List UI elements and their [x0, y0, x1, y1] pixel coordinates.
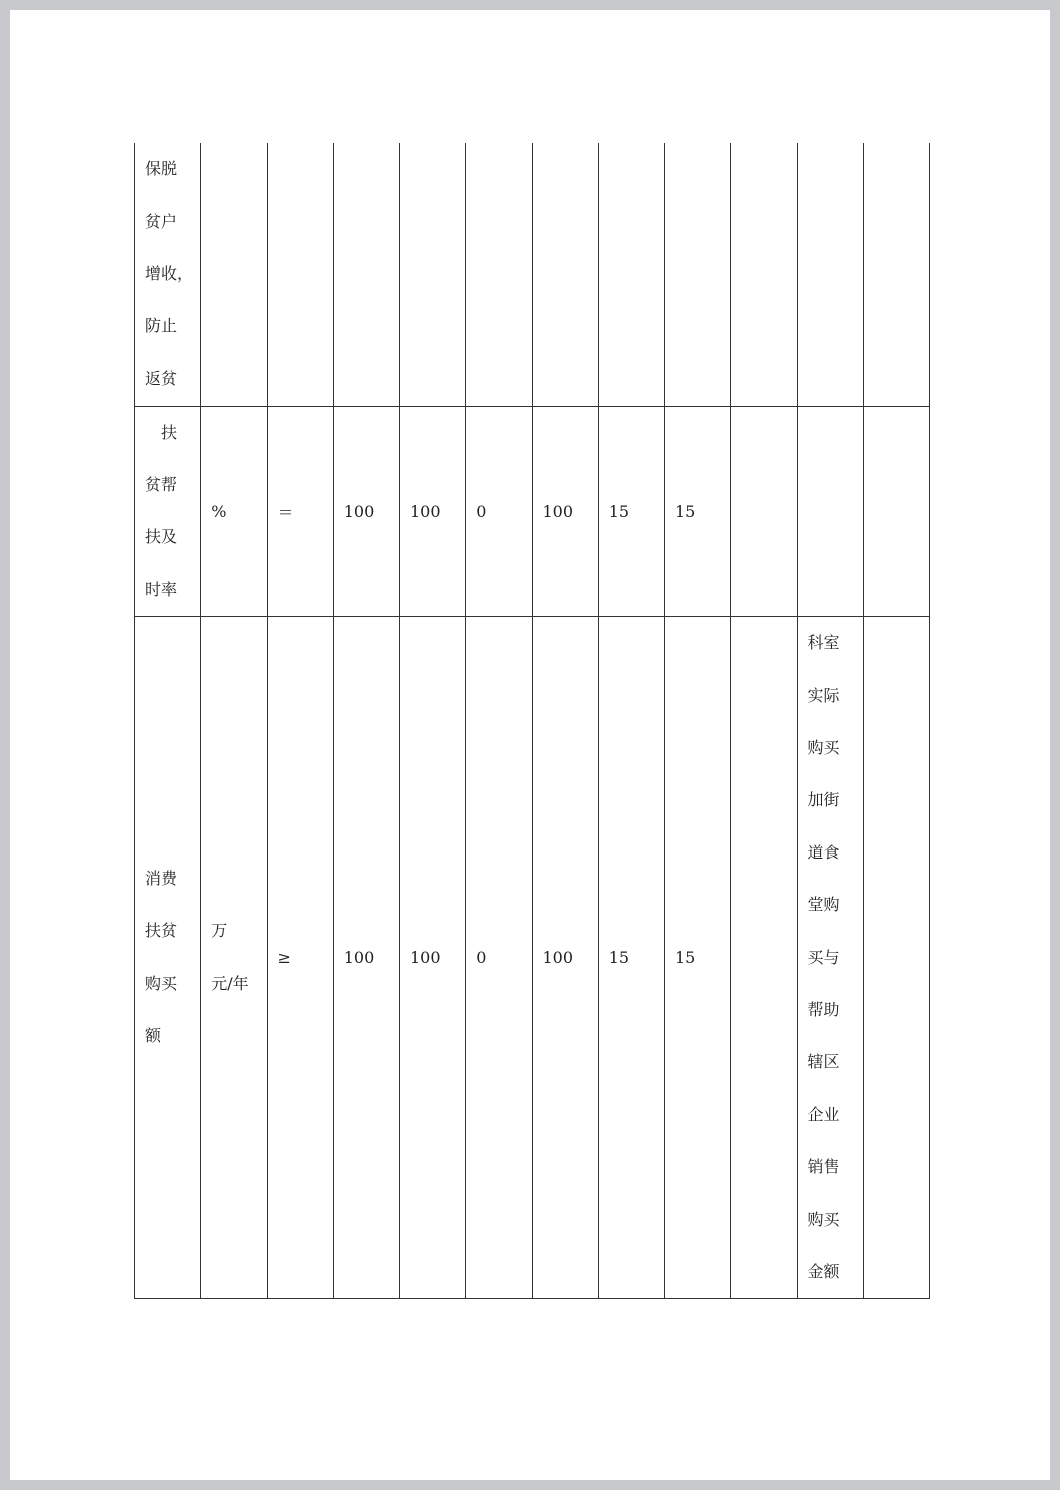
- indicator-name-line: 扶贫: [145, 921, 178, 941]
- value-cell: [731, 406, 797, 617]
- note-line: 企业: [807, 1104, 840, 1124]
- value-cell: [731, 143, 797, 406]
- indicator-name-line: 时率: [145, 579, 178, 599]
- indicator-name-line: 扶及: [145, 527, 178, 547]
- note-line: 实际: [807, 685, 840, 705]
- value-cell: [333, 143, 399, 406]
- value-cell: [863, 406, 929, 617]
- note-cell: [797, 617, 863, 1299]
- value-cell: 0: [466, 617, 532, 1299]
- indicator-name-line: 贫帮: [145, 474, 178, 494]
- value-cell: 100: [532, 617, 598, 1299]
- value-cell: 100: [333, 617, 399, 1299]
- note-line: 道食: [807, 842, 840, 862]
- operator-cell: ≥: [267, 617, 333, 1299]
- note-line: 买与: [807, 947, 840, 967]
- indicator-name-line: 返贫: [145, 368, 178, 388]
- indicator-name-cell: [135, 406, 201, 617]
- indicator-name-line: 保脱: [145, 159, 178, 179]
- note-cell: [797, 406, 863, 617]
- note-line: 金额: [807, 1262, 840, 1281]
- value-cell: [731, 617, 797, 1299]
- document-page: [10, 10, 1050, 1480]
- unit-line: 元/年: [211, 973, 249, 993]
- unit-cell: [201, 143, 267, 406]
- performance-table: [134, 143, 930, 1299]
- note-line: 辖区: [807, 1052, 840, 1072]
- operator-cell: ＝: [267, 406, 333, 617]
- value-cell: 100: [532, 406, 598, 617]
- note-line: 帮助: [807, 999, 840, 1019]
- operator-cell: [267, 143, 333, 406]
- table-row: [135, 406, 930, 617]
- value-cell: 15: [665, 617, 731, 1299]
- value-cell: 100: [333, 406, 399, 617]
- indicator-name-line: 扶: [145, 422, 178, 442]
- note-line: 加街: [807, 790, 840, 810]
- value-cell: [532, 143, 598, 406]
- value-cell: 15: [598, 617, 664, 1299]
- indicator-name-cell: [135, 617, 201, 1299]
- value-cell: [400, 143, 466, 406]
- value-cell: 15: [665, 406, 731, 617]
- unit-line: 万: [211, 921, 228, 941]
- note-line: 购买: [807, 737, 840, 757]
- value-cell: [863, 617, 929, 1299]
- value-cell: [665, 143, 731, 406]
- indicator-name-line: 消费: [145, 868, 178, 888]
- value-cell: 0: [466, 406, 532, 617]
- note-line: 科室: [807, 633, 840, 653]
- value-cell: 100: [400, 406, 466, 617]
- indicator-name-line: 贫户: [145, 211, 178, 231]
- indicator-name-line: 购买: [145, 973, 178, 993]
- indicator-name-line: 防止: [145, 316, 178, 336]
- note-cell: [797, 143, 863, 406]
- value-cell: 15: [598, 406, 664, 617]
- table-row: [135, 143, 930, 406]
- note-line: 购买: [807, 1209, 840, 1229]
- table-row: [135, 617, 930, 1299]
- value-cell: [598, 143, 664, 406]
- indicator-name-line: 增收，: [145, 264, 194, 284]
- value-cell: [466, 143, 532, 406]
- note-line: 销售: [807, 1157, 840, 1177]
- unit-cell: %: [201, 406, 267, 617]
- indicator-name-line: 额: [145, 1026, 162, 1046]
- note-line: 堂购: [807, 895, 840, 915]
- value-cell: 100: [400, 617, 466, 1299]
- unit-cell: [201, 617, 267, 1299]
- indicator-name-cell: [135, 143, 201, 406]
- value-cell: [863, 143, 929, 406]
